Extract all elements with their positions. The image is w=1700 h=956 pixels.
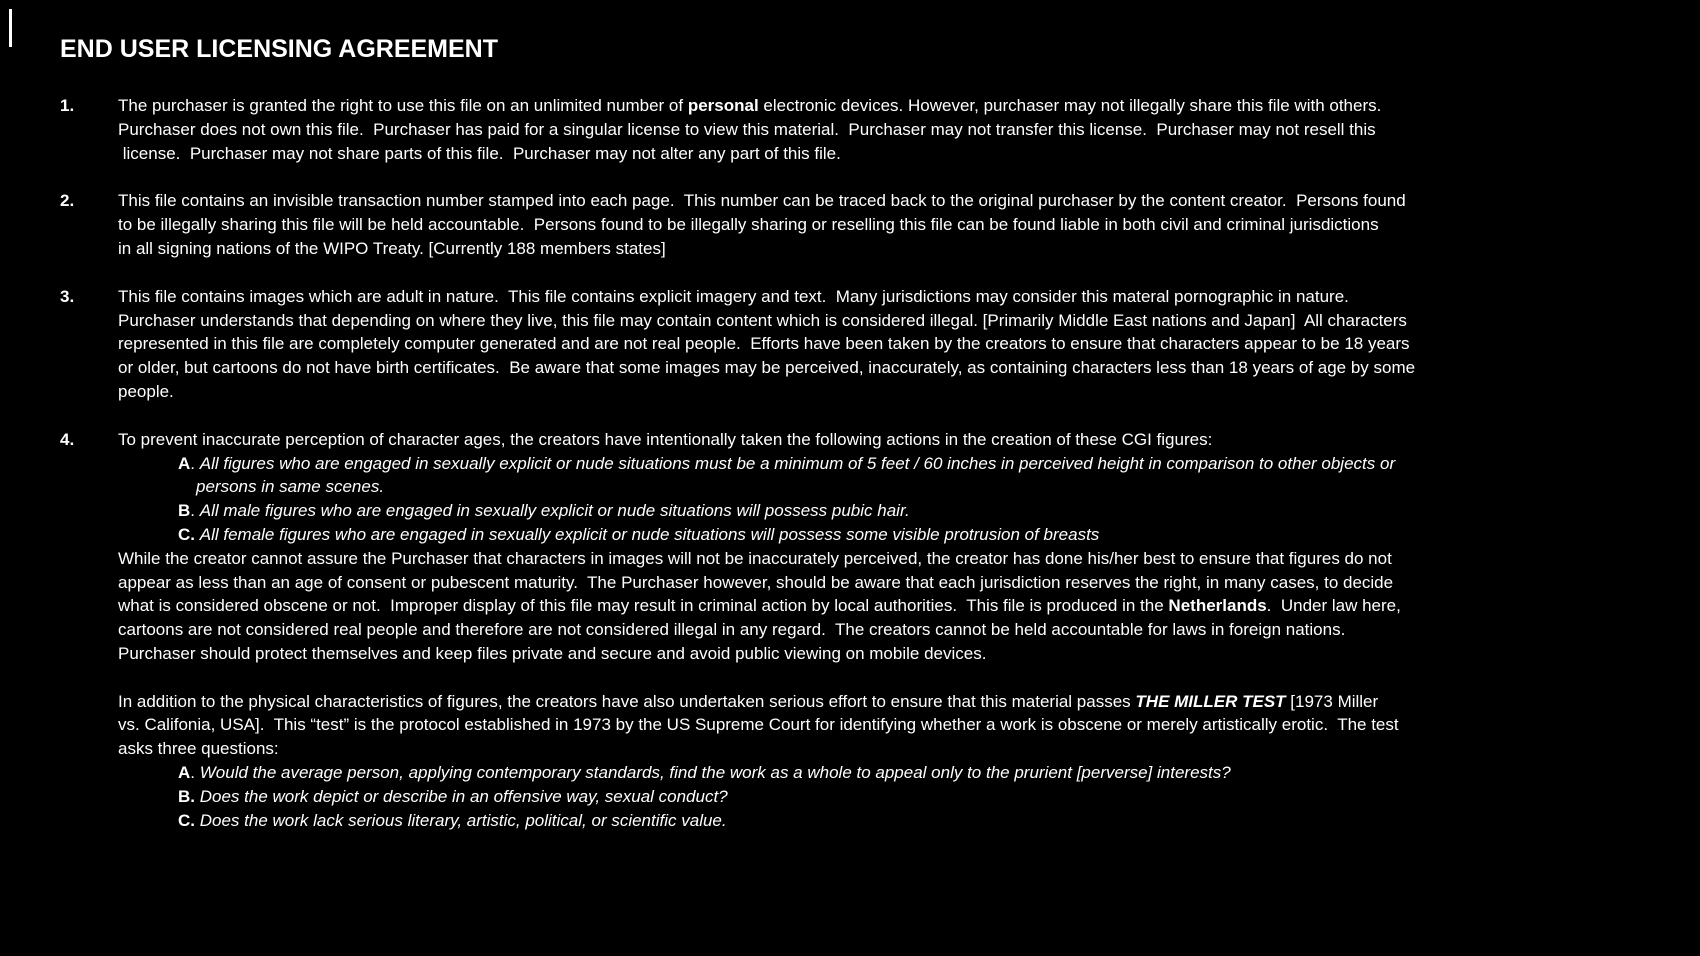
text-line <box>118 452 1646 476</box>
text-run: vs. Califonia, USA]. This “test” is the protocol established in 1973 by the US Supreme Court for identifying whether a work is obscene or merely artistically erotic. The test <box>118 715 1399 735</box>
text-run: Does the work lack serious literary, artistic, political, or scientific value. <box>199 810 727 830</box>
item-text <box>118 94 1646 165</box>
text-line <box>118 690 1646 714</box>
text-run: All figures who are engaged in sexually explicit or nude situations must be a minimum of 5 feet / 60 inches in perceived height in comparison to other objects or <box>199 453 1396 473</box>
text-run: C. <box>178 524 195 544</box>
item-number: 1. <box>60 96 75 115</box>
text-line <box>118 213 1646 237</box>
items-container <box>60 94 1646 832</box>
text-line <box>118 189 1646 213</box>
text-run: asks three questions: <box>118 739 279 759</box>
text-line <box>118 571 1646 595</box>
text-line <box>118 237 1646 261</box>
text-run: B <box>178 501 191 521</box>
text-line <box>118 666 1646 690</box>
text-line <box>118 356 1646 380</box>
text-run: In addition to the physical characteristics of figures, the creators have also undertaken serious effort to ensure that this material passes <box>118 691 1136 711</box>
text-line <box>118 594 1646 618</box>
text-line <box>118 761 1646 785</box>
text-run: . <box>190 501 200 521</box>
text-run: This file contains images which are adult in nature. This file contains explicit imagery and text. Many jurisdictions may consider this materal pornographic in nature. <box>118 286 1349 306</box>
text-run: Would the average person, applying contemporary standards, find the work as a whole to appeal only to the prurient [perverse] interests? <box>199 762 1231 782</box>
text-run: A <box>178 762 191 782</box>
text-line <box>118 380 1646 404</box>
text-line <box>118 785 1646 809</box>
item-text <box>118 189 1646 260</box>
text-line <box>118 713 1646 737</box>
text-run: This file contains an invisible transaction number stamped into each page. This number can be traced back to the original purchaser by the content creator. Persons found <box>118 191 1406 211</box>
text-run: Netherlands <box>1168 596 1267 616</box>
text-run: in all signing nations of the WIPO Treaty. [Currently 188 members states] <box>118 238 666 258</box>
page-edge-artifact <box>9 9 12 47</box>
text-run: To prevent inaccurate perception of character ages, the creators have intentionally taken the following actions in the creation of these CGI figures: <box>118 429 1213 449</box>
text-run: THE MILLER TEST <box>1135 691 1286 711</box>
item-text <box>118 428 1646 833</box>
item-number: 3. <box>60 286 75 306</box>
text-run: what is considered obscene or not. Improper display of this file may result in criminal action by local authorities. This file is produced in the <box>118 596 1169 616</box>
text-run: . <box>190 453 200 473</box>
text-run: Purchaser should protect themselves and keep files private and secure and avoid public viewing on mobile devices. <box>118 643 987 663</box>
text-line <box>118 118 1646 142</box>
page-title: END USER LICENSING AGREEMENT <box>60 35 499 63</box>
text-line <box>118 94 1646 118</box>
text-run: Purchaser does not own this file. Purchaser has paid for a singular license to view this material. Purchaser may not transfer this license. Purchaser may not resell this <box>118 119 1376 139</box>
text-run: appear as less than an age of consent or pubescent maturity. The Purchaser however, should be aware that each jurisdiction reserves the right, in many cases, to decide <box>118 572 1394 592</box>
text-line <box>118 737 1646 761</box>
text-run: . <box>190 762 200 782</box>
text-run: people. <box>118 381 174 401</box>
text-run: A <box>178 453 191 473</box>
text-run: C. <box>178 810 195 830</box>
text-line <box>118 332 1646 356</box>
item-number: 2. <box>60 191 75 211</box>
text-line <box>118 618 1646 642</box>
item-text <box>118 285 1646 404</box>
text-run: . Under law here, <box>1266 596 1401 616</box>
text-line <box>118 285 1646 309</box>
text-run: cartoons are not considered real people and therefore are not considered illegal in any regard. The creators cannot be held accountable for laws in foreign nations. <box>118 620 1346 640</box>
list-item <box>60 189 1646 260</box>
text-line <box>118 547 1646 571</box>
text-run: represented in this file are completely computer generated and are not real people. Efforts have been taken by the creators to ensure that characters appear to be 18 years <box>118 334 1410 354</box>
text-run: personal <box>687 96 759 115</box>
text-run: [1973 Miller <box>1285 691 1379 711</box>
text-line <box>118 523 1646 547</box>
list-item <box>60 285 1646 404</box>
text-run: persons in same scenes. <box>196 477 385 497</box>
text-line <box>118 642 1646 666</box>
text-run: or older, but cartoons do not have birth certificates. Be aware that some images may be perceived, inaccurately, as containing characters less than 18 years of age by some <box>118 358 1416 378</box>
text-run: electronic devices. However, purchaser may not illegally share this file with others. <box>758 96 1382 115</box>
text-line <box>118 499 1646 523</box>
text-line <box>118 809 1646 833</box>
text-run: license. Purchaser may not share parts of this file. Purchaser may not alter any part of this file. <box>118 143 841 163</box>
list-item <box>60 94 1646 165</box>
text-line <box>118 428 1646 452</box>
text-line <box>118 475 1646 499</box>
list-item <box>60 428 1646 833</box>
text-run: Purchaser understands that depending on where they live, this file may contain content which is considered illegal. [Primarily Middle East nations and Japan] All characters <box>118 310 1407 330</box>
text-run: While the creator cannot assure the Purchaser that characters in images will not be inaccurately perceived, the creator has done his/her best to ensure that figures do not <box>118 548 1392 568</box>
text-run: All male figures who are engaged in sexually explicit or nude situations will possess pubic hair. <box>199 501 910 521</box>
text-run: All female figures who are engaged in sexually explicit or nude situations will possess some visible protrusion of breasts <box>199 524 1100 544</box>
item-number: 4. <box>60 429 75 449</box>
text-run <box>118 668 123 687</box>
text-run: The purchaser is granted the right to use this file on an unlimited number of <box>118 96 688 115</box>
text-run: B. <box>178 786 195 806</box>
text-line <box>118 309 1646 333</box>
text-line <box>118 142 1646 166</box>
text-run: Does the work depict or describe in an offensive way, sexual conduct? <box>199 786 728 806</box>
text-run: to be illegally sharing this file will be held accountable. Persons found to be illegally sharing or reselling this file can be found liable in both civil and criminal jurisdictions <box>118 215 1379 235</box>
